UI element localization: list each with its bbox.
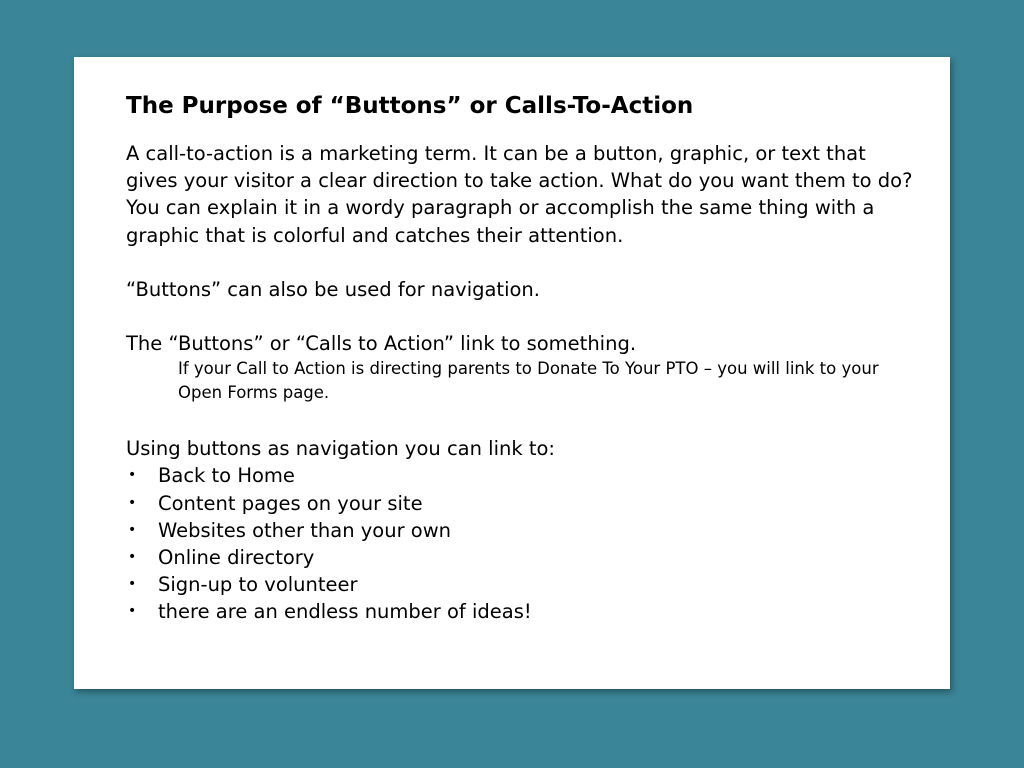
- intro-paragraph: A call-to-action is a marketing term. It can be a button, graphic, or text that gives your visitor a clear direction to take action. What do you want them to do? You can explain it in a wordy paragraph or accomplish the same thing with a graphic that is colorful and catches their attention.: [126, 142, 913, 247]
- bullet-icon: •: [128, 549, 137, 566]
- list-item: [126, 462, 916, 489]
- bullet-list: [126, 462, 916, 625]
- list-item: [126, 598, 916, 625]
- list-item-text: Websites other than your own: [158, 518, 452, 542]
- list-item: [126, 490, 916, 517]
- list-item-text: Back to Home: [158, 464, 295, 488]
- slide-card: [74, 57, 950, 689]
- bullet-icon: •: [128, 576, 137, 593]
- navigation-paragraph: “Buttons” can also be used for navigation.: [126, 277, 540, 301]
- bullet-icon: •: [128, 603, 137, 620]
- bullet-icon: •: [128, 521, 137, 538]
- list-item-text: there are an endless number of ideas!: [158, 600, 532, 624]
- link-note: If your Call to Action is directing parents to Donate To Your PTO – you will link to your Open Forms page.: [178, 359, 879, 403]
- slide-title: The Purpose of “Buttons” or Calls-To-Action: [126, 93, 694, 119]
- list-intro: Using buttons as navigation you can link to:: [126, 437, 555, 461]
- list-item: [126, 517, 916, 544]
- list-item-text: Content pages on your site: [158, 491, 423, 515]
- link-paragraph: The “Buttons” or “Calls to Action” link to something.: [126, 332, 637, 356]
- list-item: [126, 571, 916, 598]
- list-item-text: Sign-up to volunteer: [158, 573, 358, 597]
- bullet-icon: •: [128, 467, 137, 484]
- slide-content: [126, 91, 916, 626]
- list-item: [126, 544, 916, 571]
- list-item-text: Online directory: [158, 546, 315, 570]
- bullet-icon: •: [128, 494, 137, 511]
